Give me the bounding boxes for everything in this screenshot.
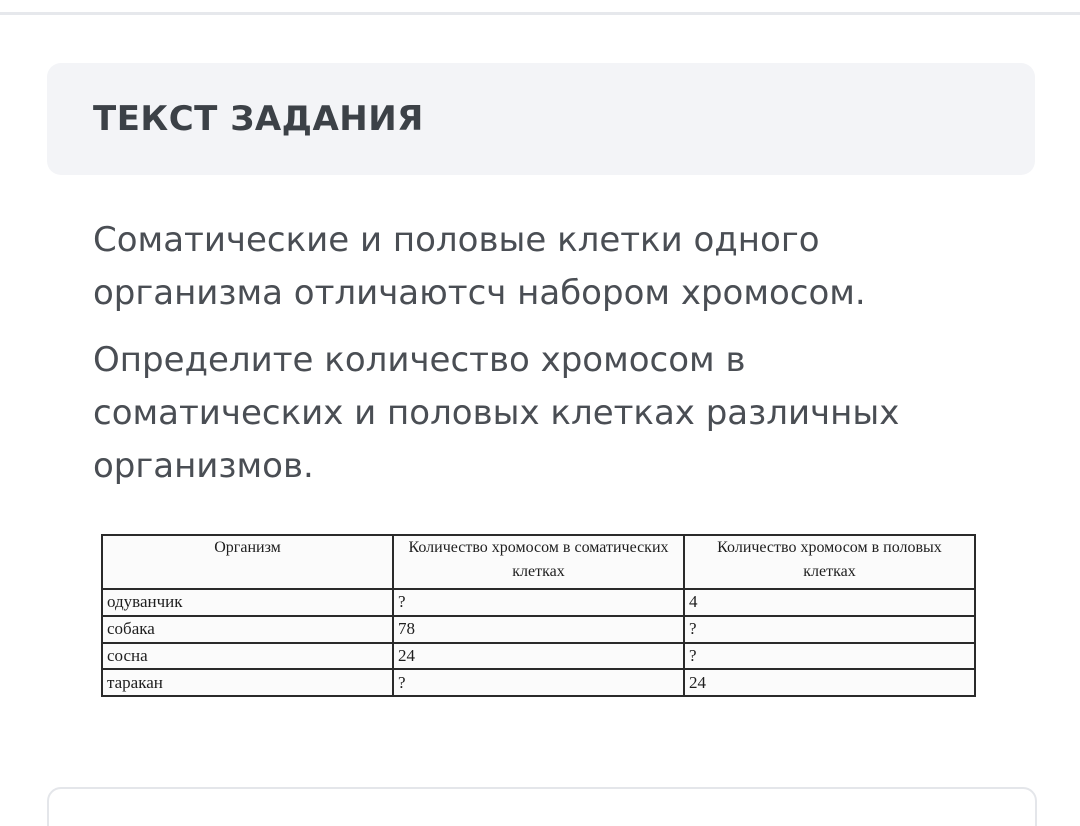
sex-cell-count-cell: 4: [684, 589, 975, 616]
somatic-count-cell: ?: [393, 589, 684, 616]
sex-cell-count-cell: ?: [684, 616, 975, 643]
table-row: [102, 589, 975, 616]
organism-cell: таракан: [102, 669, 393, 696]
sex-cell-count-cell: ?: [684, 643, 975, 670]
somatic-count-cell: 78: [393, 616, 684, 643]
task-paragraph: Соматические и половые клетки одного организма отличаютсч набором хромосом.: [93, 220, 866, 313]
somatic-count-cell: ?: [393, 669, 684, 696]
organism-cell: одуванчик: [102, 589, 393, 616]
chromosome-table-image: [101, 534, 974, 697]
table-row: [102, 616, 975, 643]
somatic-count-cell: 24: [393, 643, 684, 670]
task-header-title: ТЕКСТ ЗАДАНИЯ: [93, 99, 424, 139]
table-row: [102, 669, 975, 696]
sex-cell-count-cell: 24: [684, 669, 975, 696]
column-header-organism: Организм: [102, 535, 393, 589]
column-header-sex-cells: Количество хромосом в половых клетках: [684, 535, 975, 589]
table-row: [102, 643, 975, 670]
task-paragraph: Определите количество хромосом в соматических и половых клетках различных организмов.: [93, 340, 900, 486]
organism-cell: сосна: [102, 643, 393, 670]
chromosome-table: [101, 534, 976, 697]
column-header-somatic: Количество хромосом в соматических клетках: [393, 535, 684, 589]
table-header-row: [102, 535, 975, 589]
top-divider: [0, 12, 1080, 15]
task-header: [47, 63, 1035, 175]
answer-card: [47, 787, 1037, 826]
organism-cell: собака: [102, 616, 393, 643]
task-body: [93, 214, 993, 493]
